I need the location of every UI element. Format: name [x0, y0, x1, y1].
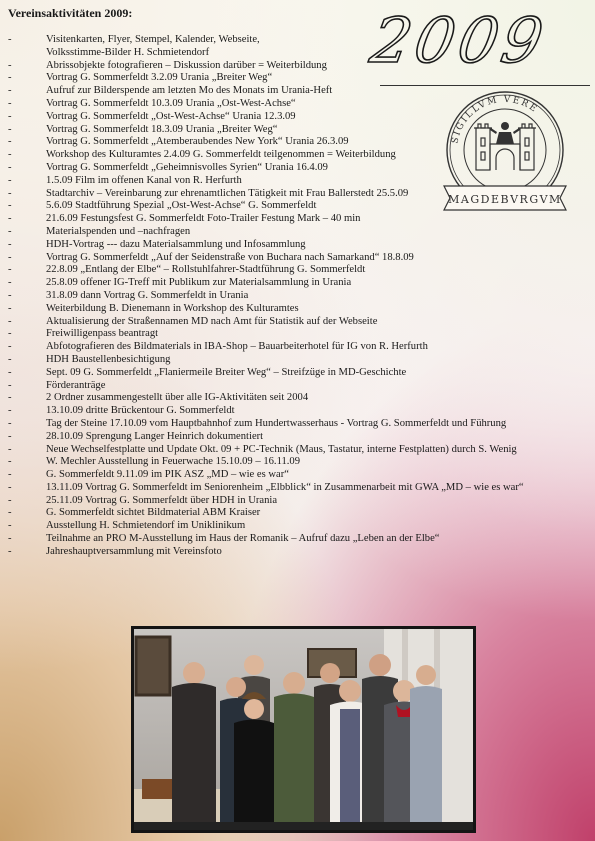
- activity-line: Tag der Steine 17.10.09 vom Hauptbahnhof zum Hundertwasserhaus - Vortrag G. Sommerfeldt und Führung: [46, 417, 507, 429]
- activity-text: [46, 546, 222, 559]
- list-bullet: -: [8, 123, 12, 135]
- activity-line: Teilnahme an PRO M-Ausstellung im Haus der Romanik – Aufruf dazu „Leben an der Elbe“: [46, 533, 440, 545]
- activity-line: Vortrag G. Sommerfeldt „Auf der Seidenstraße von Buchara nach Samarkand“ 18.8.09: [46, 251, 414, 263]
- list-bullet: -: [8, 366, 12, 378]
- list-bullet: -: [8, 110, 12, 122]
- list-bullet: -: [8, 469, 12, 481]
- activity-item: [8, 277, 524, 290]
- list-bullet: -: [8, 225, 12, 237]
- activity-text: [46, 277, 351, 290]
- activity-text: [46, 316, 377, 329]
- activity-item: [8, 226, 524, 239]
- activity-text: [46, 418, 506, 431]
- activity-text: [46, 533, 439, 546]
- activity-line: G. Sommerfeldt sichtet Bildmaterial ABM Kraiser: [46, 507, 261, 519]
- activity-item: [8, 341, 524, 354]
- activity-line: Stadtarchiv – Vereinbarung zur ehrenamtlichen Tätigkeit mit Frau Ballerstedt 25.5.09: [46, 187, 409, 199]
- activity-item: [8, 124, 524, 137]
- list-bullet: -: [8, 161, 12, 173]
- activity-text: [46, 431, 263, 444]
- activity-text: [46, 175, 242, 188]
- activity-line: 31.8.09 dann Vortrag G. Sommerfeldt in Urania: [46, 289, 249, 301]
- activity-item: [8, 520, 524, 533]
- activity-text: [46, 507, 260, 520]
- activity-line: 25.8.09 offener IG-Treff mit Publikum zur Materialsammlung in Urania: [46, 277, 352, 289]
- page-title: Vereinsaktivitäten 2009:: [8, 6, 133, 20]
- list-bullet: -: [8, 533, 12, 545]
- list-bullet: -: [8, 315, 12, 327]
- list-bullet: -: [8, 302, 12, 314]
- activity-line: 28.10.09 Sprengung Langer Heinrich dokumentiert: [46, 430, 264, 442]
- activity-text: [46, 136, 349, 149]
- activity-text: [46, 213, 360, 226]
- activity-line: Jahreshauptversammlung mit Vereinsfoto: [46, 545, 222, 557]
- list-bullet: -: [8, 405, 12, 417]
- activity-text: [46, 290, 248, 303]
- activity-text: [46, 162, 328, 175]
- activity-item: [8, 175, 524, 188]
- activity-item: [8, 60, 524, 73]
- list-bullet: -: [8, 136, 12, 148]
- activity-item: [8, 533, 524, 546]
- list-bullet: -: [8, 520, 12, 532]
- activity-text: [46, 111, 296, 124]
- list-bullet: -: [8, 264, 12, 276]
- activity-line: Vortrag G. Sommerfeldt 10.3.09 Urania „Ost-West-Achse“: [46, 97, 296, 109]
- list-bullet: -: [8, 174, 12, 186]
- activity-item: [8, 367, 524, 380]
- activity-line: 13.10.09 dritte Brückentour G. Sommerfeldt: [46, 405, 235, 417]
- activity-item: [8, 239, 524, 252]
- list-bullet: -: [8, 213, 12, 225]
- activity-line: 13.11.09 Vortrag G. Sommerfeldt im Seniorenheim „Elbblick“ in Zusammenarbeit mit GWA „MD – wie es war“: [46, 481, 524, 493]
- list-bullet: -: [8, 85, 12, 97]
- activity-line: Förderanträge: [46, 379, 106, 391]
- activity-item: [8, 469, 524, 482]
- activity-item: [8, 380, 524, 393]
- activity-text: [46, 264, 365, 277]
- activity-item: [8, 303, 524, 316]
- list-bullet: -: [8, 341, 12, 353]
- activity-item: [8, 111, 524, 124]
- activity-text: [46, 392, 308, 405]
- activity-item: [8, 431, 524, 444]
- list-bullet: -: [8, 494, 12, 506]
- list-bullet: -: [8, 72, 12, 84]
- activity-text: [46, 252, 414, 265]
- list-bullet: -: [8, 545, 12, 557]
- activity-item: [8, 328, 524, 341]
- activity-text: [46, 328, 158, 341]
- activity-line: Ausstellung H. Schmietendorf im Uniklinikum: [46, 520, 246, 532]
- activity-text: [46, 72, 272, 85]
- activity-line: Volksstimme-Bilder H. Schmietendorf: [46, 46, 210, 58]
- activity-text: [46, 341, 428, 354]
- activity-line: Aktualisierung der Straßennamen MD nach Amt für Statistik auf der Webseite: [46, 315, 378, 327]
- activity-line: Abfotografieren des Bildmaterials in IBA-Shop – Bauarbeiterhotel für IG von R. Herfurth: [46, 341, 428, 353]
- activity-text: [46, 34, 260, 60]
- year-heading: 2009: [365, 4, 553, 77]
- activity-line: 22.8.09 „Entlang der Elbe“ – Rollstuhlfahrer-Stadtführung G. Sommerfeldt: [46, 264, 366, 276]
- activity-text: [46, 495, 277, 508]
- activity-item: [8, 495, 524, 508]
- activity-text: [46, 354, 170, 367]
- activity-item: [8, 405, 524, 418]
- activity-line: 2 Ordner zusammengestellt über alle IG-Aktivitäten seit 2004: [46, 392, 309, 404]
- activity-item: [8, 98, 524, 111]
- activity-text: [46, 380, 105, 393]
- activity-line: Visitenkarten, Flyer, Stempel, Kalender, Webseite,: [46, 34, 260, 45]
- activity-item: [8, 546, 524, 559]
- activity-item: [8, 136, 524, 149]
- activity-text: [46, 444, 517, 457]
- activity-item: [8, 188, 524, 201]
- activity-text: [46, 188, 408, 201]
- activity-text: [46, 303, 299, 316]
- activity-item: [8, 252, 524, 265]
- activity-text: [46, 98, 296, 111]
- activity-item: [8, 392, 524, 405]
- list-bullet: -: [8, 353, 12, 365]
- activity-item: [8, 200, 524, 213]
- activity-line: 5.6.09 Stadtführung Spezial „Ost-West-Achse“ G. Sommerfeldt: [46, 200, 317, 212]
- activity-line: Vortrag G. Sommerfeldt „Ost-West-Achse“ Urania 12.3.09: [46, 110, 296, 122]
- activity-item: [8, 418, 524, 431]
- activity-text: [46, 520, 245, 533]
- activity-line: Aufruf zur Bilderspende am letzten Mo des Monats im Urania-Heft: [46, 85, 333, 97]
- activity-text: [46, 149, 396, 162]
- activity-line: Vortrag G. Sommerfeldt „Atemberaubendes New York“ Urania 26.3.09: [46, 136, 349, 148]
- activity-line: 1.5.09 Film im offenen Kanal von R. Herfurth: [46, 174, 242, 186]
- seal-ring-text: SIGILLVM VERE: [450, 94, 540, 145]
- activity-line: Weiterbildung B. Dienemann in Workshop des Kulturamtes: [46, 302, 299, 314]
- seal-banner-text: MAGDEBVRGVM: [448, 193, 562, 206]
- activity-text: [46, 469, 289, 482]
- activity-item: [8, 72, 524, 85]
- list-bullet: -: [8, 289, 12, 301]
- list-bullet: -: [8, 97, 12, 109]
- list-bullet: -: [8, 238, 12, 250]
- activity-item: [8, 85, 524, 98]
- activity-text: [46, 200, 316, 213]
- activity-item: [8, 264, 524, 277]
- activity-item: [8, 162, 524, 175]
- list-bullet: -: [8, 149, 12, 161]
- activity-line: HDH-Vortrag --- dazu Materialsammlung und Infosammlung: [46, 238, 306, 250]
- activity-item: [8, 149, 524, 162]
- list-bullet: -: [8, 417, 12, 429]
- list-bullet: -: [8, 481, 12, 493]
- activity-line: Vortrag G. Sommerfeldt 3.2.09 Urania „Breiter Weg“: [46, 72, 273, 84]
- activity-line: Neue Wechselfestplatte und Update Okt. 09 + PC-Technik (Maus, Tastatur, interne Festplatten) durch S. Wenig: [46, 443, 517, 455]
- list-bullet: -: [8, 507, 12, 519]
- activity-line: 21.6.09 Festungsfest G. Sommerfeldt Foto-Trailer Festung Mark – 40 min: [46, 213, 361, 225]
- list-bullet: -: [8, 200, 12, 212]
- list-bullet: -: [8, 430, 12, 442]
- list-bullet: -: [8, 34, 12, 45]
- activity-line: Vortrag G. Sommerfeldt 18.3.09 Urania „Breiter Weg“: [46, 123, 278, 135]
- activity-line: Sept. 09 G. Sommerfeldt „Flaniermeile Breiter Weg“ – Streifzüge in MD-Geschichte: [46, 366, 407, 378]
- activity-list: [8, 34, 524, 559]
- list-bullet: -: [8, 59, 12, 71]
- activity-text: [46, 60, 327, 73]
- activity-line: Workshop des Kulturamtes 2.4.09 G. Sommerfeldt teilgenommen = Weiterbildung: [46, 149, 396, 161]
- activity-text: [46, 367, 406, 380]
- list-bullet: -: [8, 443, 12, 455]
- activity-item: [8, 482, 524, 495]
- activity-line: Vortrag G. Sommerfeldt „Geheimnisvolles Syrien“ Urania 16.4.09: [46, 161, 328, 173]
- activity-text: [46, 85, 332, 98]
- activity-text: [46, 456, 300, 469]
- list-bullet: -: [8, 187, 12, 199]
- activity-line: HDH Baustellenbesichtigung: [46, 353, 171, 365]
- activity-item: [8, 456, 524, 469]
- list-bullet: -: [8, 392, 12, 404]
- activity-text: [46, 239, 306, 252]
- activity-text: [46, 124, 277, 137]
- activity-item: [8, 290, 524, 303]
- list-bullet: -: [8, 251, 12, 263]
- list-bullet: -: [8, 456, 12, 468]
- activity-line: 25.11.09 Vortrag G. Sommerfeldt über HDH in Urania: [46, 494, 278, 506]
- activity-item: [8, 213, 524, 226]
- activity-text: [46, 226, 190, 239]
- list-bullet: -: [8, 379, 12, 391]
- activity-item: [8, 507, 524, 520]
- group-photo-icon: [134, 629, 473, 830]
- activity-line: Abrissobjekte fotografieren – Diskussion darüber = Weiterbildung: [46, 59, 327, 71]
- activity-text: [46, 482, 524, 495]
- activity-item: [8, 354, 524, 367]
- activity-item: [8, 34, 524, 60]
- activity-line: Materialspenden und –nachfragen: [46, 225, 191, 237]
- activity-item: [8, 444, 524, 457]
- activity-line: W. Mechler Ausstellung in Feuerwache 15.10.09 – 16.11.09: [46, 456, 301, 468]
- activity-line: Freiwilligenpass beantragt: [46, 328, 159, 340]
- list-bullet: -: [8, 328, 12, 340]
- list-bullet: -: [8, 277, 12, 289]
- group-photo-frame: [131, 626, 476, 833]
- activity-item: [8, 316, 524, 329]
- activity-text: [46, 405, 235, 418]
- activity-line: G. Sommerfeldt 9.11.09 im PIK ASZ „MD – wie es war“: [46, 469, 289, 481]
